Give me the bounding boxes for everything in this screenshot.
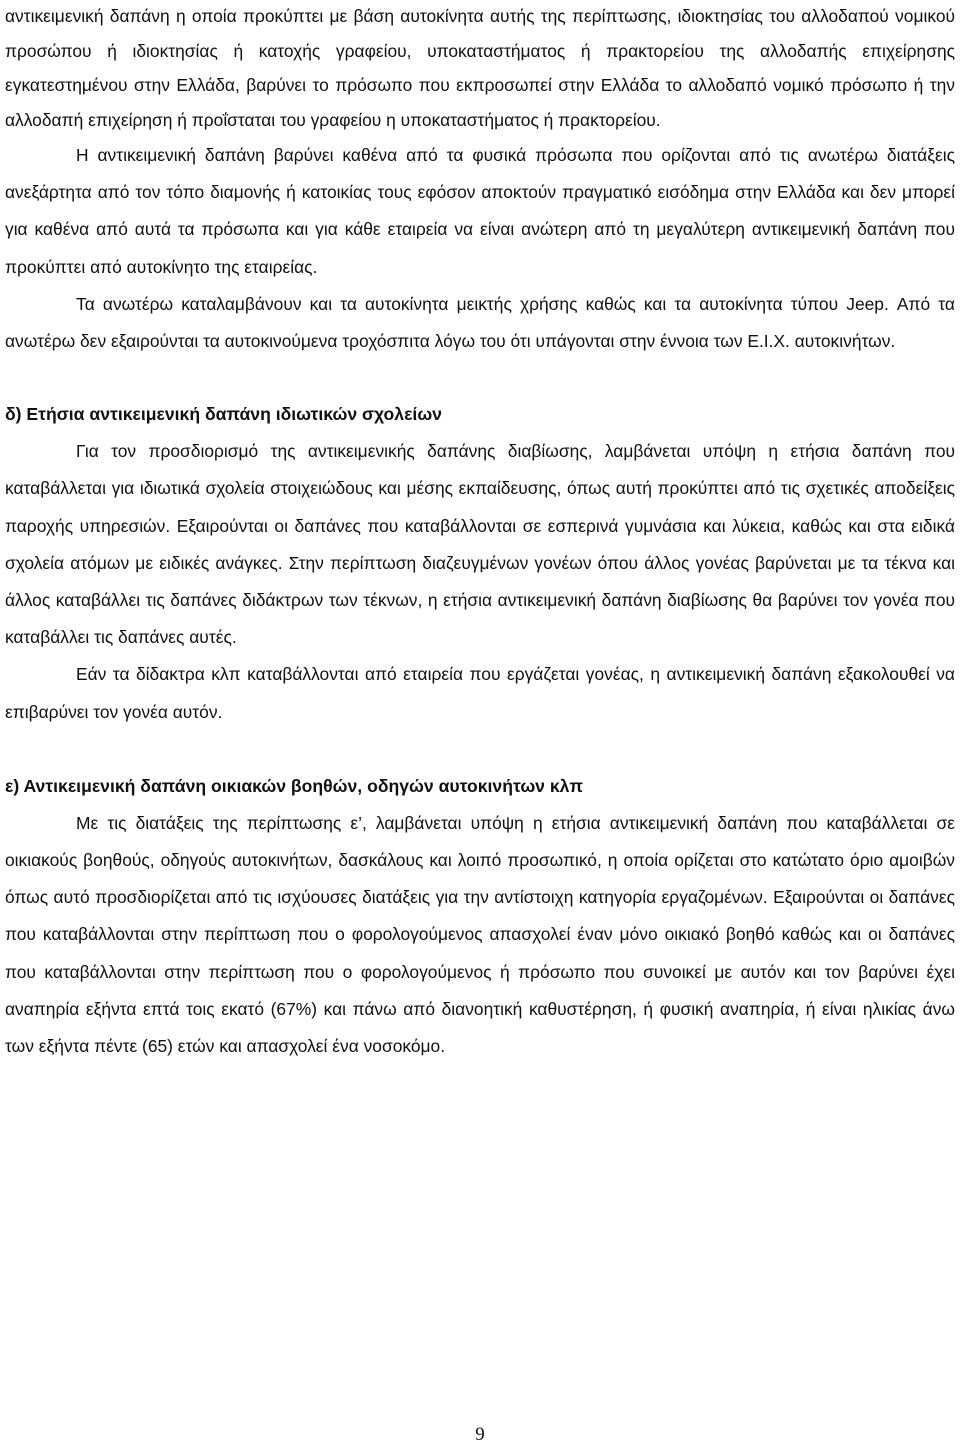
page-number: 9 [475,1424,485,1445]
document-page [5,0,955,1065]
section-d-heading: δ) Ετήσια αντικειμενική δαπάνη ιδιωτικών σχολείων [5,404,442,425]
paragraph-intro-2: Η αντικειμενική δαπάνη βαρύνει καθένα από τα φυσικά πρόσωπα που ορίζονται από τις ανωτέρω διατάξεις ανεξάρτητα από τον τόπο διαμονής ή κατοικίας τους εφόσον αποκτούν πραγματικό εισόδημα στην Ελλάδα και δεν μπορεί για καθένα από αυτά τα πρόσωπα και για κάθε εταιρεία να είναι ανώτερη από τη μεγαλύτερη αντικειμενική δαπάνη που προκύπτει από αυτοκίνητο της εταιρείας. [5,145,955,277]
section-d-paragraph-2: Εάν τα δίδακτρα κλπ καταβάλλονται από εταιρεία που εργάζεται γονέας, η αντικειμενική δαπάνη εξακολουθεί να επιβαρύνει τον γονέα αυτόν. [5,664,955,722]
paragraph-intro-1: αντικειμενική δαπάνη η οποία προκύπτει με βάση αυτοκίνητα αυτής της περίπτωσης, ιδιοκτησίας του αλλοδαπού νομικού προσώπου ή ιδιοκτησίας ή κατοχής γραφείου, υποκαταστήματος ή πρακτορείου της αλλοδαπής επιχείρησης εγκατεστημένου στην Ελλάδα, βαρύνει το πρόσωπο που εκπροσωπεί στην Ελλάδα το αλλοδαπό νομικό πρόσωπο ή την αλλοδαπή επιχείρηση ή προΐσταται του γραφείου η υποκαταστήματος ή πρακτορείου. [5,6,955,130]
section-e-heading: ε) Αντικειμενική δαπάνη οικιακών βοηθών, οδηγών αυτοκινήτων κλπ [5,775,583,796]
section-d-paragraph-1: Για τον προσδιορισμό της αντικειμενικής δαπάνης διαβίωσης, λαμβάνεται υπόψη η ετήσια δαπάνη που καταβάλλεται για ιδιωτικά σχολεία στοιχειώδους και μέσης εκπαίδευσης, όπως αυτή προκύπτει από τις σχετικές αποδείξεις παροχής υπηρεσιών. Εξαιρούνται οι δαπάνες που καταβάλλονται σε εσπερινά γυμνάσια και λύκεια, καθώς και στα ειδικά σχολεία ατόμων με ειδικές ανάγκες. Στην περίπτωση διαζευγμένων γονέων όπου άλλος γονέας βαρύνεται με τα τέκνα και άλλος καταβάλλει τις δαπάνες διδάκτρων των τέκνων, η ετήσια αντικειμενική δαπάνη διαβίωσης θα βαρύνει τον γονέα που καταβάλλει τις δαπάνες αυτές. [5,441,955,648]
section-e-paragraph-1: Με τις διατάξεις της περίπτωσης ε’, λαμβάνεται υπόψη η ετήσια αντικειμενική δαπάνη που καταβάλλεται σε οικιακούς βοηθούς, οδηγούς αυτοκινήτων, δασκάλους και λοιπό προσωπικό, η οποία ορίζεται στο κατώτατο όριο αμοιβών όπως αυτό προσδιορίζεται από τις ισχύουσες διατάξεις για την αντίστοιχη κατηγορία εργαζομένων. Εξαιρούνται οι δαπάνες που καταβάλλονται στην περίπτωση που ο φορολογούμενος απασχολεί έναν μόνο οικιακό βοηθό καθώς και οι δαπάνες που καταβάλλονται στην περίπτωση που ο φορολογούμενος ή πρόσωπο που συνοικεί με αυτόν και τον βαρύνει έχει αναπηρία εξήντα επτά τοις εκατό (67%) και πάνω από διανοητική καθυστέρηση, ή φυσική αναπηρία, ή είναι ηλικίας άνω των εξήντα πέντε (65) ετών και απασχολεί ένα νοσοκόμο. [5,812,955,1057]
paragraph-intro-3: Τα ανωτέρω καταλαμβάνουν και τα αυτοκίνητα μεικτής χρήσης καθώς και τα αυτοκίνητα τύπου Jeep. Από τα ανωτέρω δεν εξαιρούνται τα αυτοκινούμενα τροχόσπιτα λόγω του ότι υπάγονται στην έννοια των Ε.Ι.Χ. αυτοκινήτων. [5,293,955,352]
